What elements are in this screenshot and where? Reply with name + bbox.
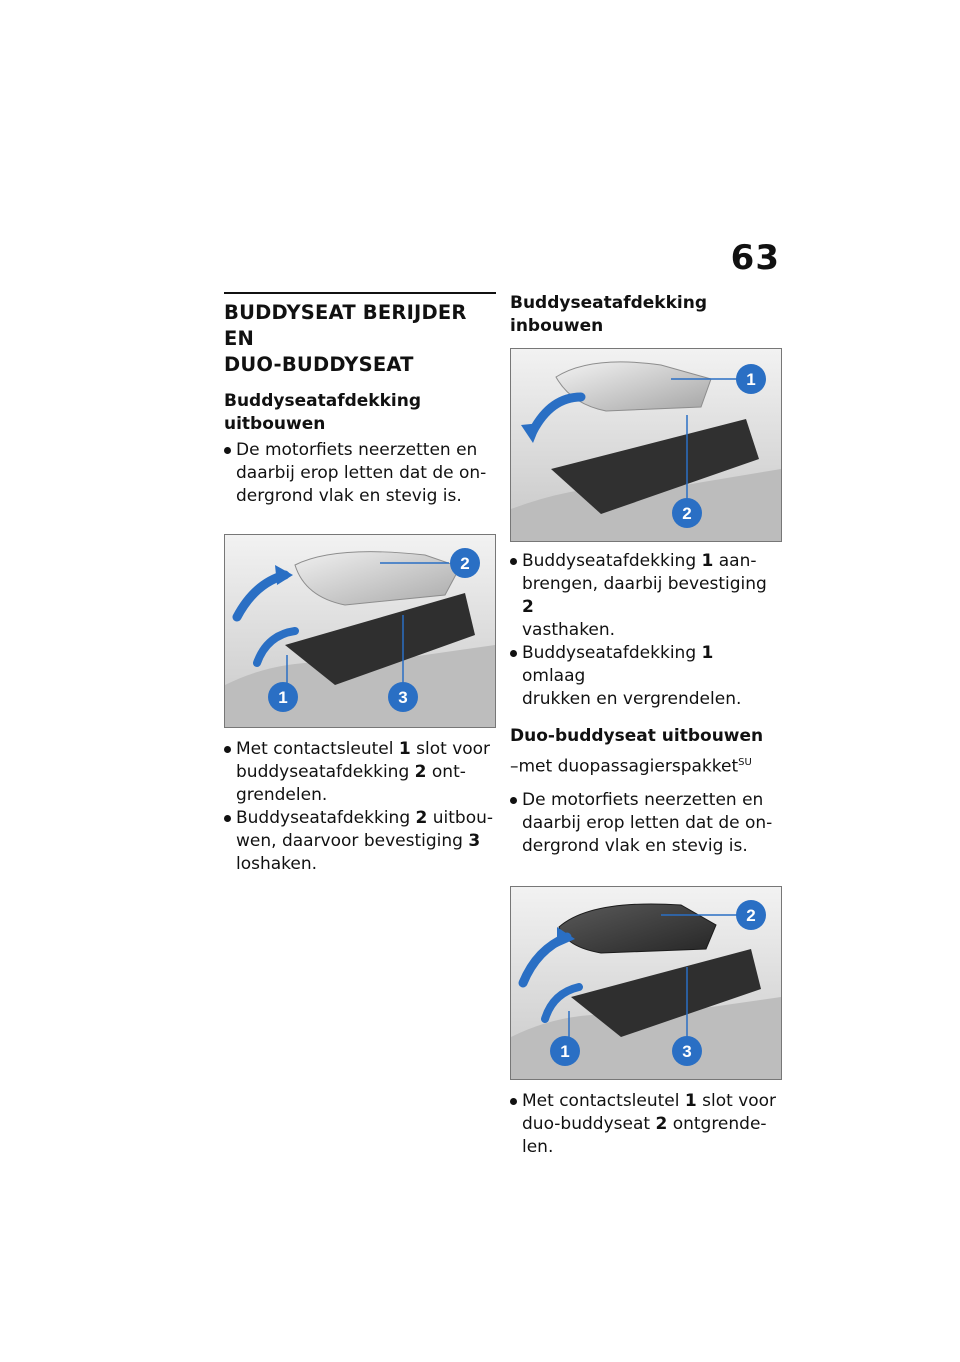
text-line: omlaag [522, 666, 586, 686]
subsection-title-line2: inbouwen [510, 316, 604, 336]
text-line: daarbij erop letten dat de on- [522, 812, 773, 833]
instruction-attach-cover [510, 550, 782, 642]
instruction-list-5 [510, 1090, 782, 1159]
callout-label: 3 [398, 688, 408, 707]
text-line: De motorfiets neerzetten en [236, 440, 478, 460]
instruction-list [224, 439, 496, 508]
instruction-park [224, 439, 496, 508]
subsection-title-remove-duo-seat: Duo-buddyseat uitbouwen [510, 726, 764, 746]
text-line: De motorfiets neerzetten en [522, 789, 764, 810]
reference-number: 1 [701, 551, 714, 571]
reference-number: 2 [414, 762, 427, 782]
text-line: duo-buddyseat [522, 1113, 651, 1134]
reference-number: 1 [701, 643, 714, 663]
text-line: loshaken. [236, 854, 318, 874]
subsection-subtitle [510, 751, 782, 779]
reference-number: 1 [684, 1090, 697, 1111]
text-line: slot voor [702, 1090, 777, 1111]
instruction-list-4 [510, 789, 782, 858]
text-line: wen, daarvoor bevestiging [236, 831, 463, 851]
text-line: Met contactsleutel [522, 1090, 680, 1111]
reference-number: 1 [398, 739, 411, 759]
instruction-list-2 [224, 738, 496, 876]
instruction-unlock [224, 738, 496, 807]
callout-label: 2 [460, 554, 470, 573]
text-line: grendelen. [236, 785, 328, 805]
option-code-superscript: SU [738, 757, 752, 768]
text-line: dergrond vlak en stevig is. [522, 835, 748, 856]
callout-label: 2 [746, 905, 756, 925]
figure-cover-removal [224, 534, 496, 728]
subsection-title-install-cover [510, 292, 782, 338]
text-line: dergrond vlak en stevig is. [236, 486, 462, 506]
figure-duo-seat-removal [510, 886, 782, 1080]
figure-cover-removal-illustration [225, 535, 495, 727]
section-title [224, 300, 496, 378]
text-line: aan- [718, 551, 757, 571]
figure-duo-seat-removal-illustration [511, 887, 781, 1079]
text-line: –met duopassagierspakket [510, 756, 739, 777]
section-rule [224, 292, 496, 294]
figure-cover-install-illustration [511, 349, 781, 541]
page-number: 63 [730, 238, 780, 278]
text-line: Buddyseatafdekking [236, 808, 411, 828]
text-line: vasthaken. [522, 620, 616, 640]
reference-number: 2 [655, 1113, 668, 1134]
text-line: uitbou- [432, 808, 494, 828]
callout-label: 1 [560, 1041, 570, 1061]
right-column [510, 292, 782, 1159]
subsection-title-remove-cover [224, 390, 496, 436]
subsection-title-line1: Buddyseatafdekking [510, 293, 708, 313]
callout-label: 1 [278, 688, 288, 707]
text-line: buddyseatafdekking [236, 762, 410, 782]
subsection-title-line1: Buddyseatafdekking [224, 391, 422, 411]
text-line: ontgrende- [672, 1113, 767, 1134]
text-line: Buddyseatafdekking [522, 551, 697, 571]
text-line: Buddyseatafdekking [522, 643, 697, 663]
instruction-press-lock [510, 642, 782, 711]
reference-number: 2 [415, 808, 428, 828]
instruction-park-2 [510, 789, 782, 858]
text-line: slot voor [416, 739, 491, 759]
left-column [224, 292, 496, 876]
instruction-unlock-duo-seat [510, 1090, 782, 1159]
callout-label: 2 [682, 504, 692, 523]
instruction-list-3 [510, 550, 782, 711]
section-title-line1: BUDDYSEAT BERIJDER EN [224, 301, 467, 350]
text-line: ont- [431, 762, 466, 782]
figure-cover-install [510, 348, 782, 542]
reference-number: 2 [522, 597, 534, 617]
reference-number: 3 [468, 831, 481, 851]
callout-label: 1 [746, 370, 756, 389]
text-line: daarbij erop letten dat de on- [236, 463, 487, 483]
subsection-title-line2: uitbouwen [224, 414, 326, 434]
text-line: Met contactsleutel [236, 739, 394, 759]
text-line: brengen, daarbij bevestiging [522, 574, 767, 594]
text-line: drukken en vergrendelen. [522, 689, 742, 709]
callout-label: 3 [682, 1041, 692, 1061]
section-title-line2: DUO-BUDDYSEAT [224, 353, 414, 376]
text-line: len. [522, 1136, 554, 1157]
instruction-remove-cover [224, 807, 496, 876]
